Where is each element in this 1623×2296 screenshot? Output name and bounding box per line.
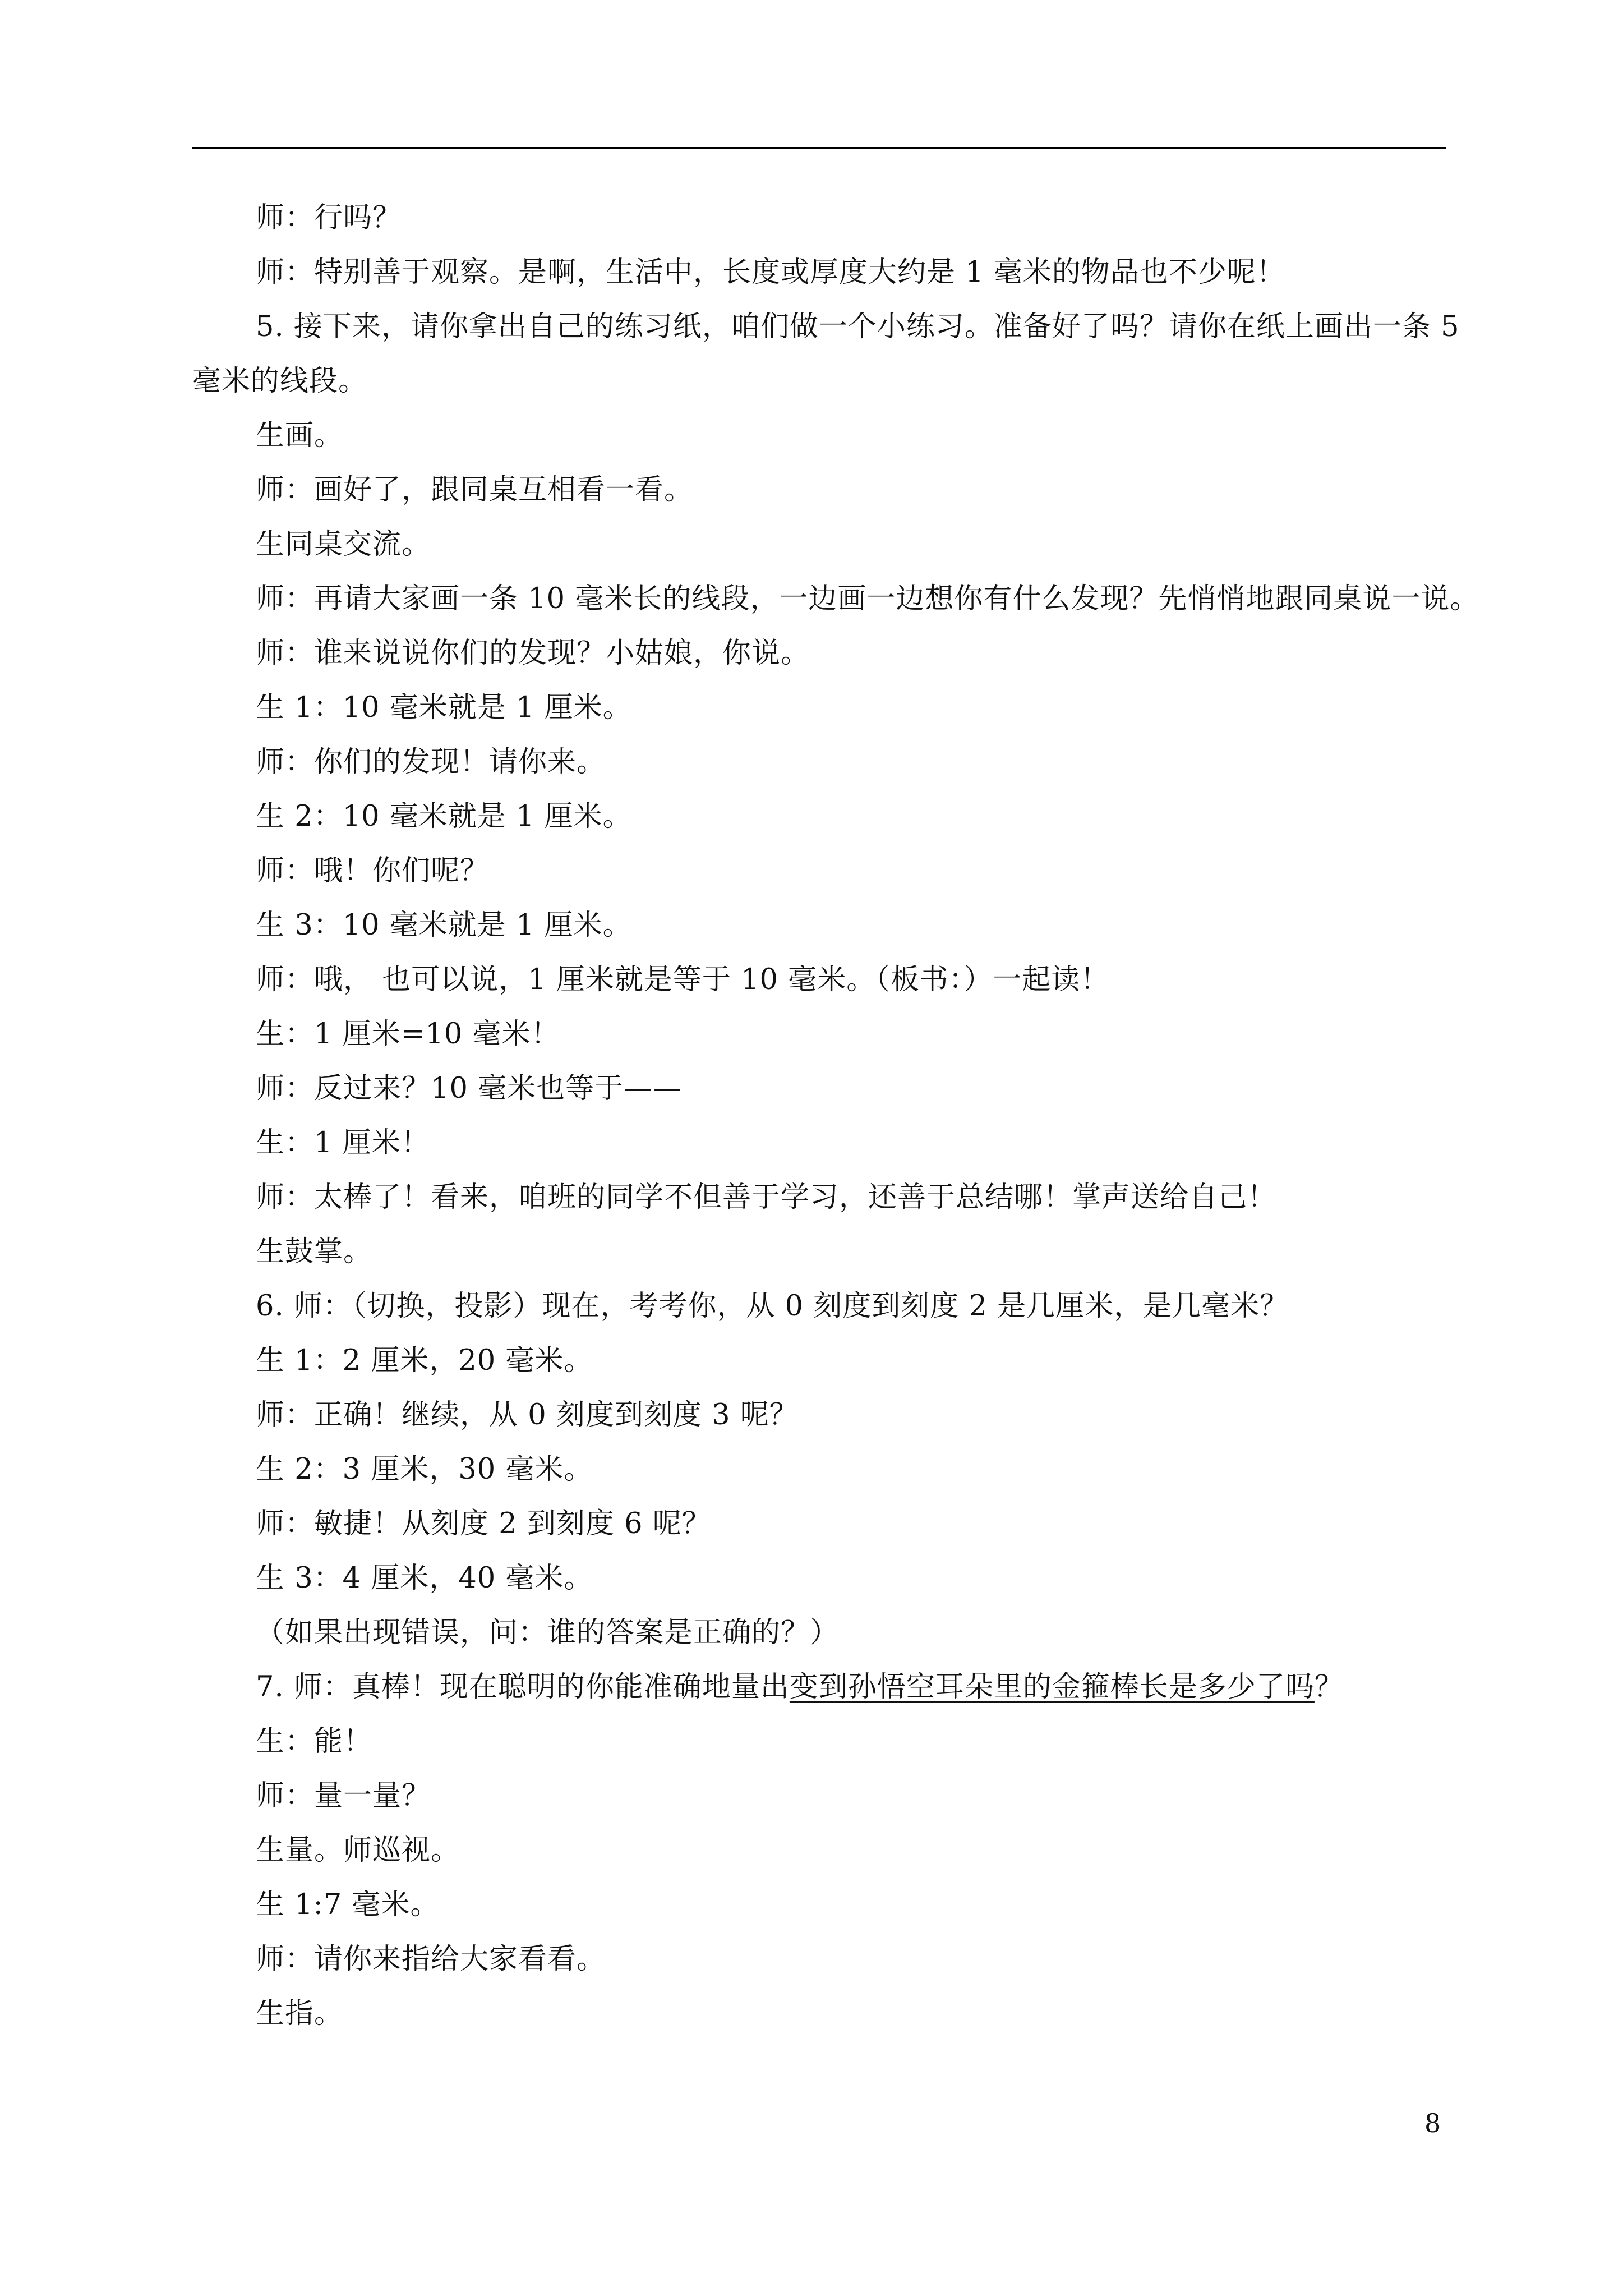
page-number: 8: [1424, 2108, 1441, 2138]
paragraph-line: 师：你们的发现！请你来。: [256, 746, 606, 779]
paragraph-line: 师：太棒了！看来，咱班的同学不但善于学习，还善于总结哪！掌声送给自己！: [256, 1181, 1277, 1214]
question-7-line: [192, 1660, 1446, 1714]
paragraph-line: 师：画好了，跟同桌互相看一看。: [256, 473, 694, 507]
paragraph-line: 生鼓掌。: [256, 1235, 373, 1268]
paragraph-line: 生 2：3 厘米，30 毫米。: [256, 1453, 593, 1486]
paragraph-line: 6. 师：（切换，投影）现在，考考你，从 0 刻度到刻度 2 是几厘米，是几毫米？: [256, 1290, 1289, 1323]
paragraph-line: 师：敏捷！从刻度 2 到刻度 6 呢？: [256, 1507, 711, 1540]
paragraph-line: 师：反过来？10 毫米也等于——: [256, 1072, 683, 1105]
paragraph-line: 师：正确！继续，从 0 刻度到刻度 3 呢？: [256, 1398, 799, 1432]
paragraph-line: 生 3：10 毫米就是 1 厘米。: [256, 909, 632, 942]
paragraph-line: 师：谁来说说你们的发现？小姑娘，你说。: [256, 637, 810, 670]
paragraph-line: 生：1 厘米！: [256, 1126, 430, 1159]
paragraph-line: 师：特别善于观察。是啊，生活中，长度或厚度大约是 1 毫米的物品也不少呢！: [256, 256, 1285, 289]
paragraph-line: 师：行吗？: [256, 201, 402, 234]
paragraph-line: 生：1 厘米=10 毫米！: [256, 1018, 560, 1051]
paragraph-line: 5. 接下来，请你拿出自己的练习纸，咱们做一个小练习。准备好了吗？请你在纸上画出一条 5: [256, 310, 1460, 343]
underlined-phrase: 变到孙悟空耳朵里的金箍棒长是多少了吗: [789, 1671, 1315, 1704]
paragraph-line: 师：哦！你们呢？: [256, 854, 490, 887]
paragraph-line: 生指。: [256, 1997, 344, 2030]
document-body: [192, 191, 1479, 2041]
paragraph-line: 生量。师巡视。: [256, 1834, 460, 1867]
paragraph-line: 生：能！: [256, 1725, 373, 1758]
paragraph-line: 生 3：4 厘米，40 毫米。: [256, 1562, 593, 1595]
paragraph-line: 生 1：2 厘米，20 毫米。: [256, 1344, 593, 1377]
question-7-suffix: ？: [1314, 1671, 1344, 1704]
paragraph-line: （如果出现错误，问：谁的答案是正确的？）: [256, 1616, 840, 1649]
paragraph-line: 生 2：10 毫米就是 1 厘米。: [256, 800, 632, 833]
header-rule: [192, 147, 1446, 149]
question-7-prefix: 7. 师：真棒！现在聪明的你能准确地量出: [256, 1671, 790, 1704]
paragraph-line: 生 1：10 毫米就是 1 厘米。: [256, 691, 632, 724]
paragraph-line: 师：请你来指给大家看看。: [256, 1943, 606, 1976]
paragraph-line: 师：量一量？: [256, 1779, 431, 1812]
paragraph-line: 毫米的线段。: [192, 365, 368, 398]
paragraph-line: 生画。: [256, 419, 344, 452]
paragraph-line: 师：哦， 也可以说，1 厘米就是等于 10 毫米。（板书：）一起读！: [256, 963, 1110, 996]
paragraph-line: 师：再请大家画一条 10 毫米长的线段，一边画一边想你有什么发现？先悄悄地跟同桌说一说。: [256, 582, 1479, 615]
paragraph-line: 生同桌交流。: [256, 528, 431, 561]
paragraph-line: 生 1:7 毫米。: [256, 1888, 440, 1921]
